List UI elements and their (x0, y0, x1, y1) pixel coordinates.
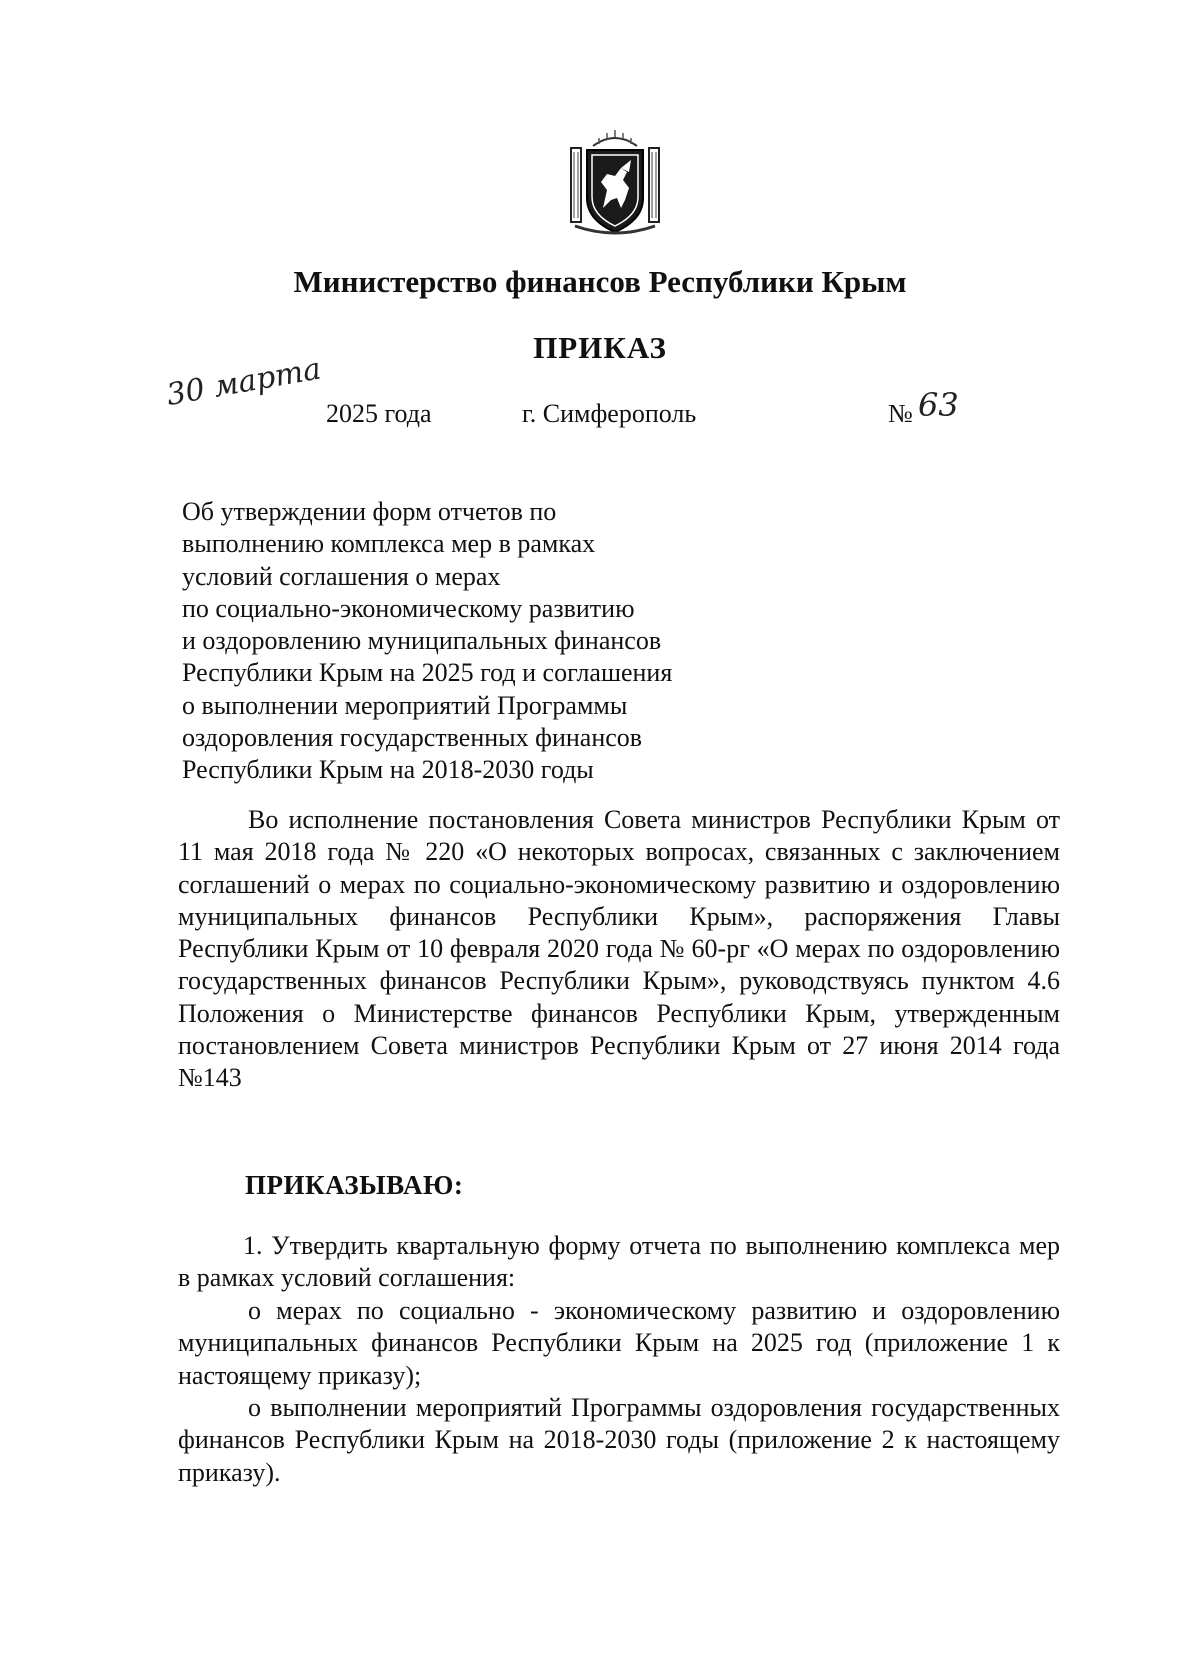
subject-line: Республики Крым на 2018-2030 годы (182, 755, 594, 785)
city: г. Симферополь (522, 399, 697, 428)
subject-line: по социально-экономическому развитию (182, 593, 635, 623)
date-year: 2025 года (326, 399, 432, 428)
order-heading: ПРИКАЗЫВАЮ: (245, 1170, 464, 1200)
crimea-coat-of-arms-icon (565, 128, 665, 238)
order-subject (182, 496, 742, 787)
order-item-1-sub-b: о выполнении мероприятий Программы оздоровления государственных финансов Республики Крым на 2018-2030 годы (приложение 2 к настоящему приказу). (178, 1393, 1060, 1487)
ministry-title: Министерство финансов Республики Крым (293, 264, 907, 299)
subject-line: выполнению комплекса мер в рамках (182, 529, 596, 559)
document-type: ПРИКАЗ (533, 330, 667, 365)
subject-line: о выполнении мероприятий Программы (182, 690, 628, 720)
subject-line: оздоровления государственных финансов (182, 723, 643, 753)
handwritten-number: 63 (918, 386, 959, 424)
subject-line: и оздоровлению муниципальных финансов (182, 626, 662, 656)
number-label: № (888, 399, 913, 428)
subject-line: условий соглашения о мерах (182, 561, 501, 591)
subject-line: Об утверждении форм отчетов по (182, 497, 557, 526)
subject-line: Республики Крым на 2025 год и соглашения (182, 658, 673, 688)
handwritten-date: 30 марта (163, 351, 324, 413)
order-item-1: 1. Утвердить квартальную форму отчета по выполнению комплекса мер в рамках условий соглашения: (178, 1231, 1060, 1293)
order-item-1-sub-a: о мерах по социально - экономическому развитию и оздоровлению муниципальных финансов Республики Крым на 2025 год (приложение 1 к настоящему приказу); (178, 1296, 1060, 1390)
preamble-paragraph: Во исполнение постановления Совета министров Республики Крым от 11 мая 2018 года № 220 «О некоторых вопросах, связанных с заключением соглашений о мерах по социально-экономическому развитию и оздоровлению муниципальных финансов Республики Крым», распоряжения Главы Республики Крым от 10 февраля 2020 года № 60-рг «О мерах по оздоровлению государственных финансов Республики Крым», руководствуясь пунктом 4.6 Положения о Министерстве финансов Республики Крым, утвержденным постановлением Совета министров Республики Крым от 27 июня 2014 года №143 (178, 805, 1060, 1093)
